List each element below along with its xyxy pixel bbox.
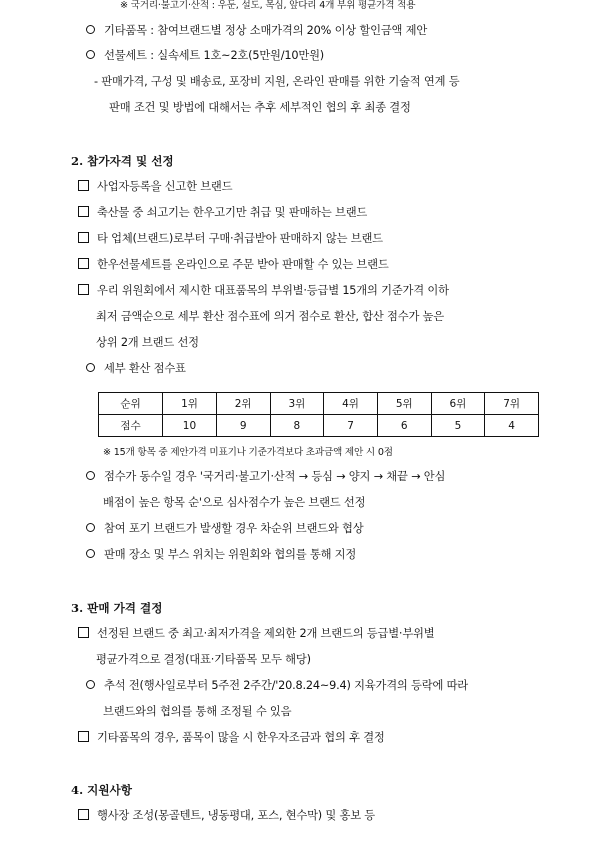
detail-line-1: - 판매가격, 구성 및 배송료, 포장비 지원, 온라인 판매를 위한 기술적 연계 등 [94,75,460,88]
checklist-item: 행사장 조성(몽골텐트, 냉동평대, 포스, 현수막) 및 홍보 등 [78,808,375,824]
score-cell: 5 [431,415,485,437]
tie-line-2: 배점이 높은 항목 순'으로 심사점수가 높은 브랜드 선정 [103,496,366,509]
rank-cell: 3위 [270,393,324,415]
checklist-item: 한우선물세트를 온라인으로 주문 받아 판매할 수 있는 브랜드 [78,257,389,273]
item1-line-2: 평균가격으로 결정(대표·기타품목 모두 해당) [96,653,311,666]
score-cell: 6 [377,415,431,437]
section-3-heading: 3. 판매 가격 결정 [71,601,163,615]
checklist-item: 선정된 브랜드 중 최고·최저가격을 제외한 2개 브랜드의 등급별·부위별 [78,626,434,642]
withdraw-line: 참여 포기 브랜드가 발생할 경우 차순위 브랜드와 협상 [86,521,363,537]
section-4-heading: 4. 지원사항 [71,783,132,797]
score-table-label: 세부 환산 점수표 [86,361,186,377]
checklist-item: 사업자등록을 신고한 브랜드 [78,179,232,195]
table-note: ※ 15개 항목 중 제안가격 미표기나 기준가격보다 초과금액 제안 시 0점 [103,447,393,458]
circle-bullet-icon [86,680,95,689]
table-row [99,415,539,437]
checkbox-icon [78,731,89,742]
circle-bullet-icon [86,523,95,532]
item5-line-2: 최저 금액순으로 세부 환산 점수표에 의거 점수로 환산, 합산 점수가 높은 [96,310,444,323]
section-2-heading: 2. 참가자격 및 선정 [71,154,174,168]
note-line: ※ 국거리·불고기·산적 : 우둔, 설도, 목심, 앞다리 4개 부위 평균가격 적용 [120,0,416,11]
checkbox-icon [78,206,89,217]
rank-cell: 2위 [216,393,270,415]
circle-bullet-icon [86,471,95,480]
checkbox-icon [78,284,89,295]
score-table [98,392,539,437]
sub-line-2: 브랜드와의 협의를 통해 조정될 수 있음 [103,705,292,718]
score-cell: 9 [216,415,270,437]
rank-cell: 5위 [377,393,431,415]
rank-cell: 7위 [485,393,539,415]
rank-cell: 6위 [431,393,485,415]
venue-line: 판매 장소 및 부스 위치는 위원회와 협의를 통해 지정 [86,547,356,563]
checkbox-icon [78,809,89,820]
checkbox-icon [78,258,89,269]
score-header-cell: 점수 [99,415,163,437]
checklist-item: 축산물 중 쇠고기는 한우고기만 취급 및 판매하는 브랜드 [78,205,367,221]
tie-line-1: 점수가 동수일 경우 '국거리·불고기·산적 → 등심 → 양지 → 채끝 → 안심 [86,469,445,485]
sub-line-1: 추석 전(행사일로부터 5주전 2주간/'20.8.24~9.4) 지육가격의 등락에 따라 [86,678,468,694]
table-row [99,393,539,415]
item5-line-3: 상위 2개 브랜드 선정 [96,336,199,349]
checkbox-icon [78,232,89,243]
rank-cell: 1위 [163,393,217,415]
circle-bullet-icon [86,25,95,34]
score-cell: 10 [163,415,217,437]
detail-line-2: 판매 조건 및 방법에 대해서는 추후 세부적인 협의 후 최종 결정 [109,101,411,114]
rank-cell: 4위 [324,393,378,415]
checklist-item: 타 업체(브랜드)로부터 구매·취급받아 판매하지 않는 브랜드 [78,231,383,247]
circle-bullet-icon [86,50,95,59]
circle-bullet-icon [86,363,95,372]
checkbox-icon [78,627,89,638]
score-cell: 7 [324,415,378,437]
rank-header-cell: 순위 [99,393,163,415]
other-items-line: 기타품목 : 참여브랜드별 정상 소매가격의 20% 이상 할인금액 제안 [86,23,427,39]
circle-bullet-icon [86,549,95,558]
checklist-item: 기타품목의 경우, 품목이 많을 시 한우자조금과 협의 후 결정 [78,730,385,746]
score-cell: 4 [485,415,539,437]
gift-set-line: 선물세트 : 실속세트 1호~2호(5만원/10만원) [86,48,324,64]
checkbox-icon [78,180,89,191]
checklist-item: 우리 위원회에서 제시한 대표품목의 부위별·등급별 15개의 기준가격 이하 [78,283,449,299]
score-cell: 8 [270,415,324,437]
